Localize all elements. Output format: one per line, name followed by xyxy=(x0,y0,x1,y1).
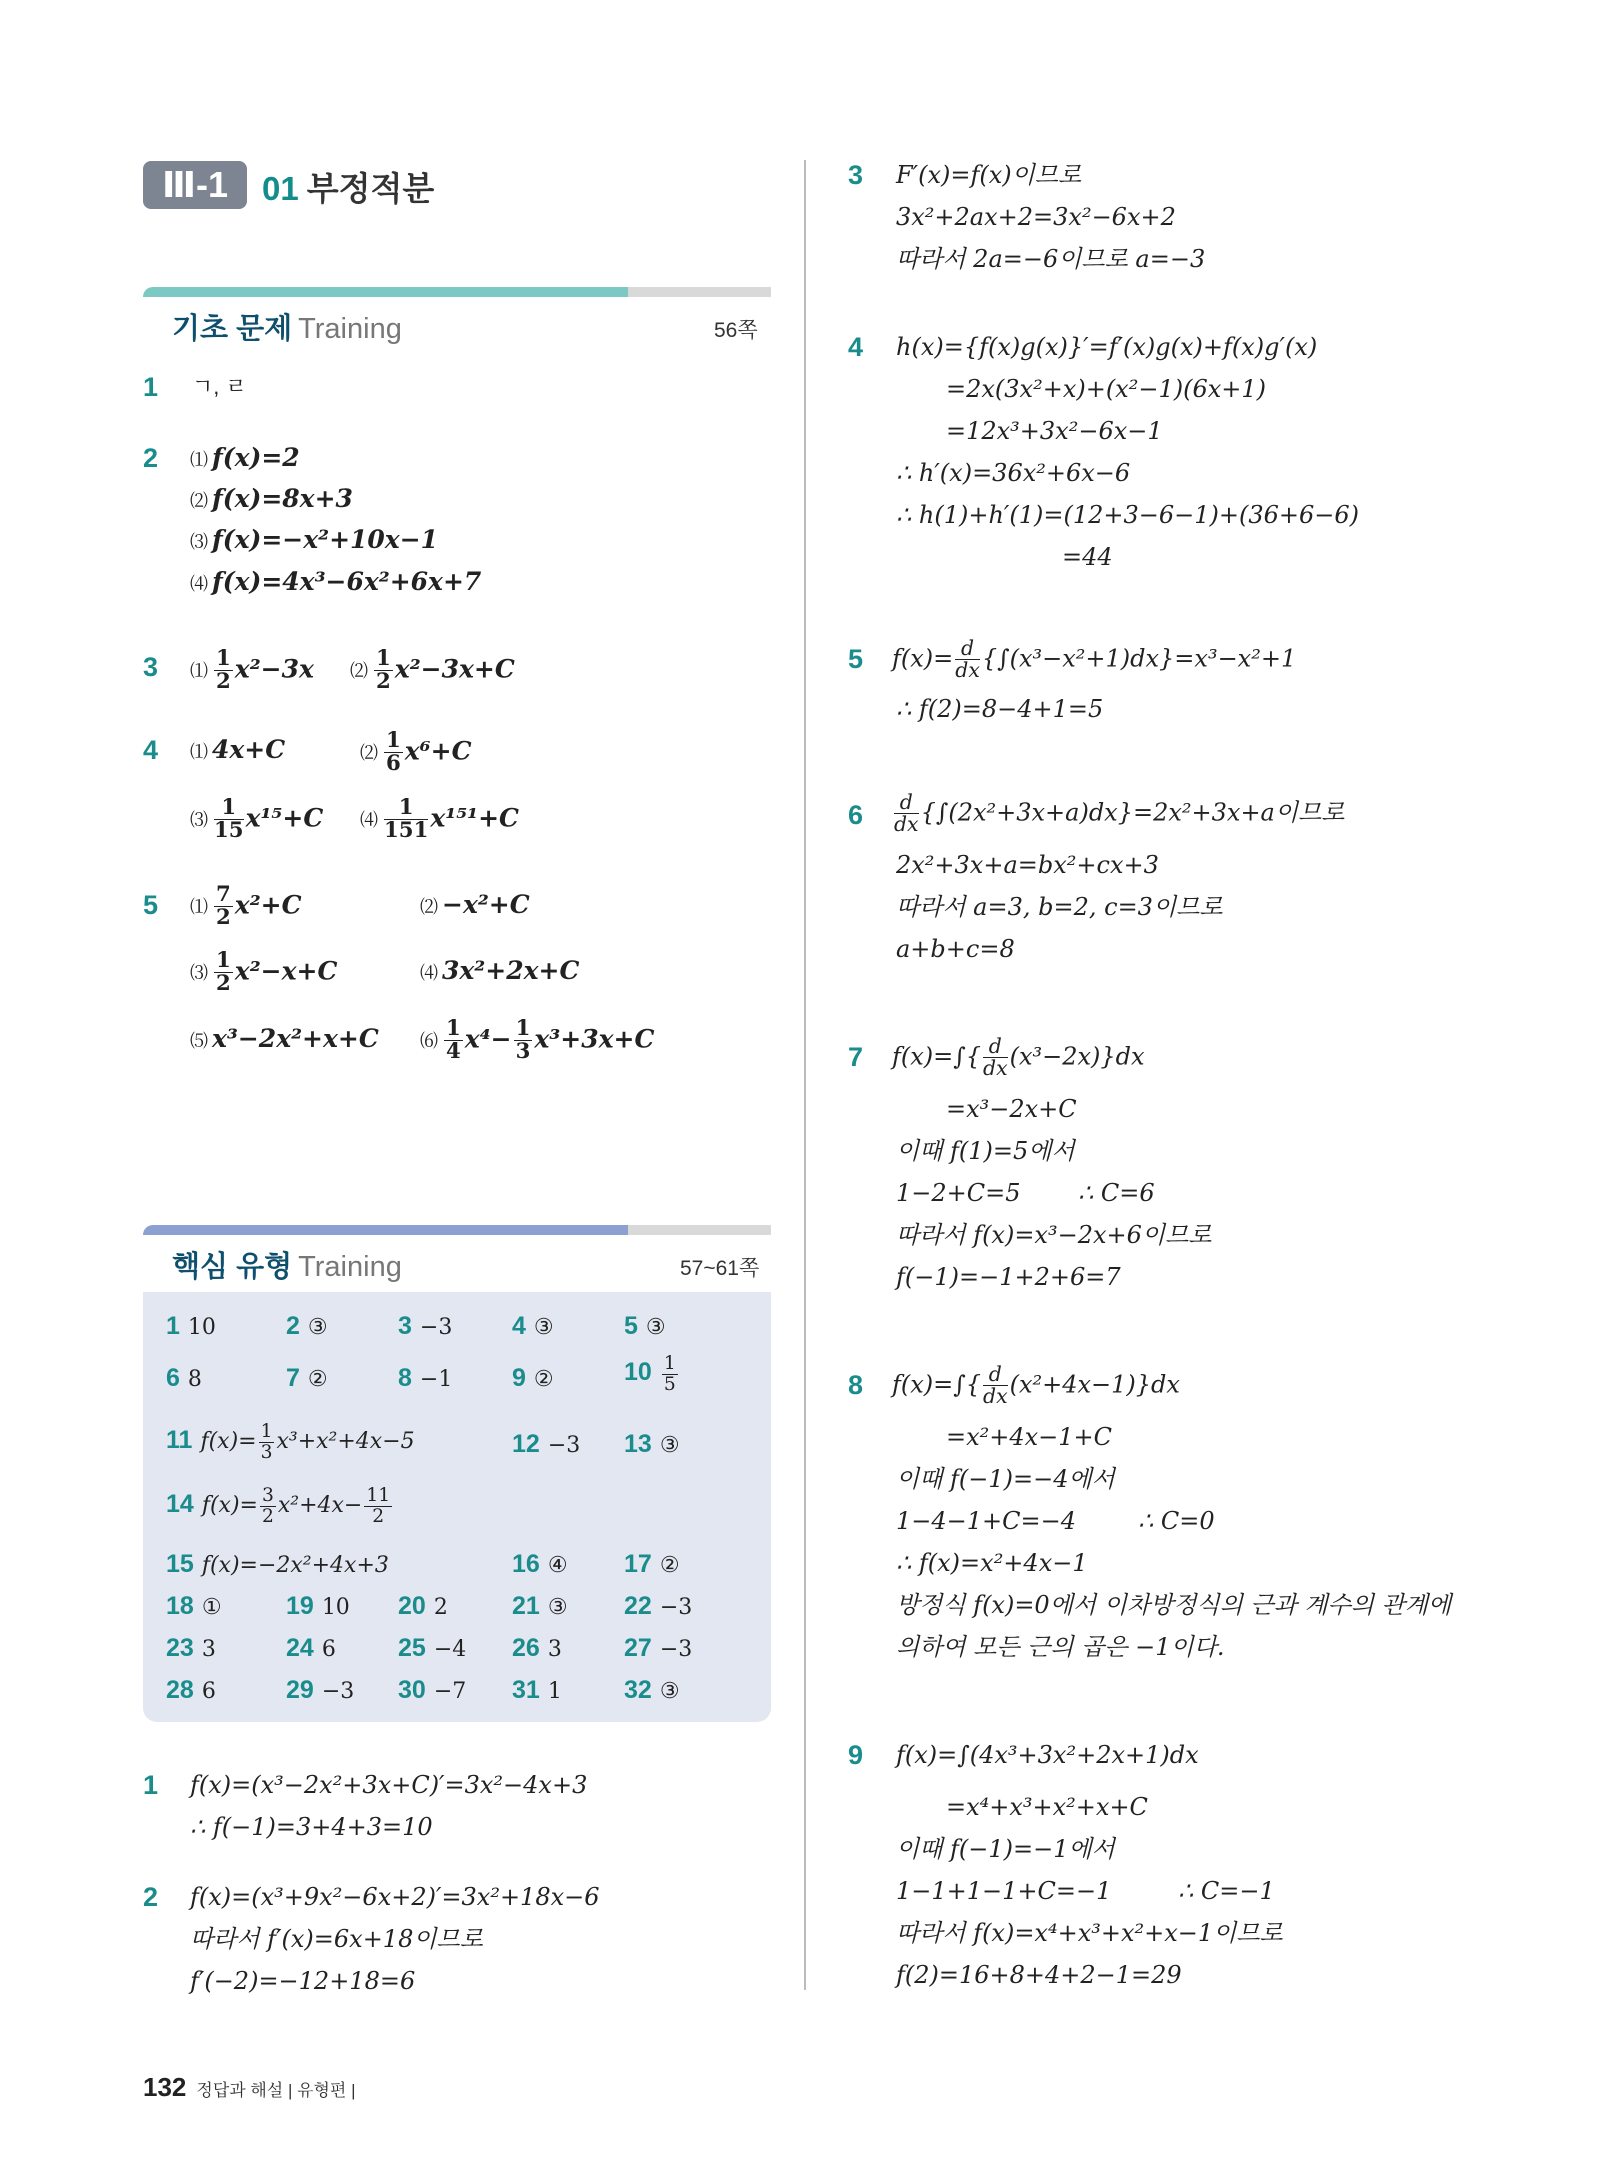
problem-2b: ⑵ f(x)=8x+3 xyxy=(190,484,353,513)
basic-header-bar xyxy=(143,287,628,297)
answer-item: 9 ② xyxy=(512,1364,554,1392)
answer-item: 29 −3 xyxy=(286,1676,355,1704)
solution-7-line-2: =x³−2x+C xyxy=(946,1095,1077,1123)
solution-7-line-6: f(−1)=−1+2+6=7 xyxy=(896,1263,1121,1291)
solution-number: 9 xyxy=(848,1740,864,1770)
solution-4-line-6: =44 xyxy=(1062,543,1113,571)
problem-3a: ⑴ $\frac{1}{2}$ x²−3x xyxy=(190,646,314,695)
solution-1-line-1: f(x)=(x³−2x²+3x+C)′=3x²−4x+3 xyxy=(190,1771,588,1799)
basic-page-ref: 56쪽 xyxy=(714,319,758,342)
problem-5d: ⑷ 3x²+2x+C xyxy=(420,956,580,985)
solution-8-line-6: 방정식 f(x)=0에서 이차방정식의 근과 계수의 관계에 xyxy=(896,1591,1452,1619)
answer-item: 22 −3 xyxy=(624,1592,693,1620)
answer-item: 16 ④ xyxy=(512,1550,568,1578)
solution-number: 3 xyxy=(848,160,864,190)
solution-3-line-1: F′(x)=f(x)이므로 xyxy=(896,161,1082,189)
answer-item: 13 ③ xyxy=(624,1430,680,1458)
solution-8-line-7: 의하여 모든 근의 곱은 −1이다. xyxy=(896,1633,1225,1661)
solution-4-line-3: =12x³+3x²−6x−1 xyxy=(946,417,1163,445)
solution-5-line-1: f(x)= $\frac{d}{dx}$ {∫(x³−x²+1)dx}=x³−x²+1 xyxy=(892,636,1297,683)
answer-item: 28 6 xyxy=(166,1676,216,1704)
solution-7-line-4b: ∴ C=6 xyxy=(1078,1179,1155,1207)
footer-text: 정답과 해설 | 유형편 | xyxy=(196,2081,356,2100)
solution-2-line-2: 따라서 f′(x)=6x+18이므로 xyxy=(190,1925,483,1953)
solution-6-line-1: $\frac{d}{dx}$ {∫(2x²+3x+a)dx}=2x²+3x+a이므로 xyxy=(894,790,1345,837)
problem-2d: ⑷ f(x)=4x³−6x²+6x+7 xyxy=(190,567,482,596)
answer-item: 12 −3 xyxy=(512,1430,581,1458)
solution-6-line-3: 따라서 a=3, b=2, c=3이므로 xyxy=(896,893,1223,921)
problem-5b: ⑵ −x²+C xyxy=(420,890,530,919)
problem-number: 2 xyxy=(143,443,159,473)
problem-5e: ⑸ x³−2x²+x+C xyxy=(190,1024,379,1053)
problem-5a: ⑴ $\frac{7}{2}$ x²+C xyxy=(190,882,302,931)
solution-5-line-2: ∴ f(2)=8−4+1=5 xyxy=(896,695,1104,723)
answer-item: 18 ① xyxy=(166,1592,222,1620)
problem-5c: ⑶ $\frac{1}{2}$ x²−x+C xyxy=(190,948,338,997)
problem-2a: ⑴ f(x)=2 xyxy=(190,443,300,472)
solution-number: 1 xyxy=(143,1770,159,1800)
answer-item: 19 10 xyxy=(286,1592,350,1620)
chapter-name: 부정적분 xyxy=(306,170,435,207)
answer-item: 23 3 xyxy=(166,1634,216,1662)
problem-4c: ⑶ $\frac{1}{15}$ x¹⁵+C xyxy=(190,795,324,844)
solution-8-line-3: 이때 f(−1)=−4에서 xyxy=(896,1465,1115,1493)
solution-4-line-1: h(x)={f(x)g(x)}′=f′(x)g(x)+f(x)g′(x) xyxy=(896,333,1318,361)
problem-number: 5 xyxy=(143,890,159,920)
answer-item: 20 2 xyxy=(398,1592,448,1620)
solution-8-line-2: =x²+4x−1+C xyxy=(946,1423,1113,1451)
solution-8-line-1: f(x)=∫{ $\frac{d}{dx}$ (x²+4x−1)}dx xyxy=(892,1362,1180,1409)
answer-item: 15 f(x)=−2x²+4x+3 xyxy=(166,1550,389,1578)
solution-4-line-5: ∴ h(1)+h′(1)=(12+3−6−1)+(36+6−6) xyxy=(896,501,1360,529)
solution-3-line-3: 따라서 2a=−6이므로 a=−3 xyxy=(896,245,1206,273)
solution-9-line-4b: ∴ C=−1 xyxy=(1178,1877,1275,1905)
problem-5f: ⑹ $\frac{1}{4}$ x⁴− $\frac{1}{3}$ x³+3x+C xyxy=(420,1016,655,1065)
answer-item: 17 ② xyxy=(624,1550,680,1578)
answer-item: 21 ③ xyxy=(512,1592,568,1620)
solution-9-line-5: 따라서 f(x)=x⁴+x³+x²+x−1이므로 xyxy=(896,1919,1283,1947)
problem-number: 1 xyxy=(143,372,159,402)
problem-3b: ⑵ $\frac{1}{2}$ x²−3x+C xyxy=(350,646,515,695)
answer-item: 6 8 xyxy=(166,1364,202,1392)
answer-item: 30 −7 xyxy=(398,1676,467,1704)
solution-3-line-2: 3x²+2ax+2=3x²−6x+2 xyxy=(896,203,1176,231)
solution-7-line-4a: 1−2+C=5 xyxy=(896,1179,1021,1207)
problem-4d: ⑷ $\frac{1}{151}$ x¹⁵¹+C xyxy=(360,795,519,844)
answer-item: 4 ③ xyxy=(512,1312,554,1340)
solution-number: 8 xyxy=(848,1370,864,1400)
solution-2-line-1: f(x)=(x³+9x²−6x+2)′=3x²+18x−6 xyxy=(190,1883,600,1911)
answer-item: 26 3 xyxy=(512,1634,562,1662)
solution-9-line-6: f(2)=16+8+4+2−1=29 xyxy=(896,1961,1182,1989)
answer-item: 5 ③ xyxy=(624,1312,666,1340)
answer-item: 31 1 xyxy=(512,1676,562,1704)
basic-header-bar-gray xyxy=(628,287,771,297)
solution-7-line-1: f(x)=∫{ $\frac{d}{dx}$ (x³−2x)}dx xyxy=(892,1034,1145,1081)
core-page-ref: 57~61쪽 xyxy=(680,1257,760,1280)
answer-item: 8 −1 xyxy=(398,1364,453,1392)
solution-number: 4 xyxy=(848,332,864,362)
chapter-chip: Ⅲ-1 xyxy=(143,161,247,209)
solution-4-line-4: ∴ h′(x)=36x²+6x−6 xyxy=(896,459,1131,487)
solution-number: 5 xyxy=(848,644,864,674)
problem-2c: ⑶ f(x)=−x²+10x−1 xyxy=(190,525,439,554)
solution-1-line-2: ∴ f(−1)=3+4+3=10 xyxy=(190,1813,433,1841)
answer-item: 11 f(x)= $\frac{1}{3}$ x³+x²+4x−5 xyxy=(166,1421,415,1463)
problem-1-answer: ㄱ, ㄹ xyxy=(192,374,247,399)
solution-number: 2 xyxy=(143,1882,159,1912)
chapter-title xyxy=(262,163,434,210)
solution-6-line-2: 2x²+3x+a=bx²+cx+3 xyxy=(896,851,1159,879)
solution-4-line-2: =2x(3x²+x)+(x²−1)(6x+1) xyxy=(946,375,1266,403)
answer-item: 25 −4 xyxy=(398,1634,467,1662)
column-divider xyxy=(804,160,806,1990)
solution-number: 7 xyxy=(848,1042,864,1072)
page-number: 132 xyxy=(143,2072,187,2102)
solution-8-line-5: ∴ f(x)=x²+4x−1 xyxy=(896,1549,1088,1577)
problem-number: 3 xyxy=(143,652,159,682)
answer-item: 24 6 xyxy=(286,1634,336,1662)
answer-item: 7 ② xyxy=(286,1364,328,1392)
answer-item: 27 −3 xyxy=(624,1634,693,1662)
answer-item: 10 $\frac{1}{5}$ xyxy=(624,1353,676,1395)
solution-2-line-3: f′(−2)=−12+18=6 xyxy=(190,1967,416,1995)
solution-7-line-3: 이때 f(1)=5에서 xyxy=(896,1137,1075,1165)
answer-item: 3 −3 xyxy=(398,1312,453,1340)
core-header-bar xyxy=(143,1225,628,1235)
solution-9-line-3: 이때 f(−1)=−1에서 xyxy=(896,1835,1115,1863)
answer-item: 1 10 xyxy=(166,1312,216,1340)
chapter-number: 01 xyxy=(262,170,299,207)
problem-4a: ⑴ 4x+C xyxy=(190,735,286,764)
solution-8-line-4a: 1−4−1+C=−4 xyxy=(896,1507,1076,1535)
problem-4b: ⑵ $\frac{1}{6}$ x⁶+C xyxy=(360,728,472,777)
core-section-title: 핵심 유형 Training xyxy=(172,1251,402,1283)
answer-item: 2 ③ xyxy=(286,1312,328,1340)
solution-number: 6 xyxy=(848,800,864,830)
solution-8-line-4b: ∴ C=0 xyxy=(1138,1507,1215,1535)
solution-7-line-5: 따라서 f(x)=x³−2x+6이므로 xyxy=(896,1221,1212,1249)
basic-section-title: 기초 문제 Training xyxy=(172,313,402,345)
problem-number: 4 xyxy=(143,735,159,765)
solution-9-line-2: =x⁴+x³+x²+x+C xyxy=(946,1793,1148,1821)
answer-item: 32 ③ xyxy=(624,1676,680,1704)
solution-9-line-1: f(x)=∫(4x³+3x²+2x+1)dx xyxy=(896,1741,1199,1769)
solution-9-line-4a: 1−1+1−1+C=−1 xyxy=(896,1877,1112,1905)
page-footer xyxy=(143,2072,356,2103)
solution-6-line-4: a+b+c=8 xyxy=(896,935,1015,963)
core-header-bar-gray xyxy=(628,1225,771,1235)
answer-item: 14 f(x)= $\frac{3}{2}$ x²+4x− $\frac{11}{2}$ xyxy=(166,1485,391,1527)
